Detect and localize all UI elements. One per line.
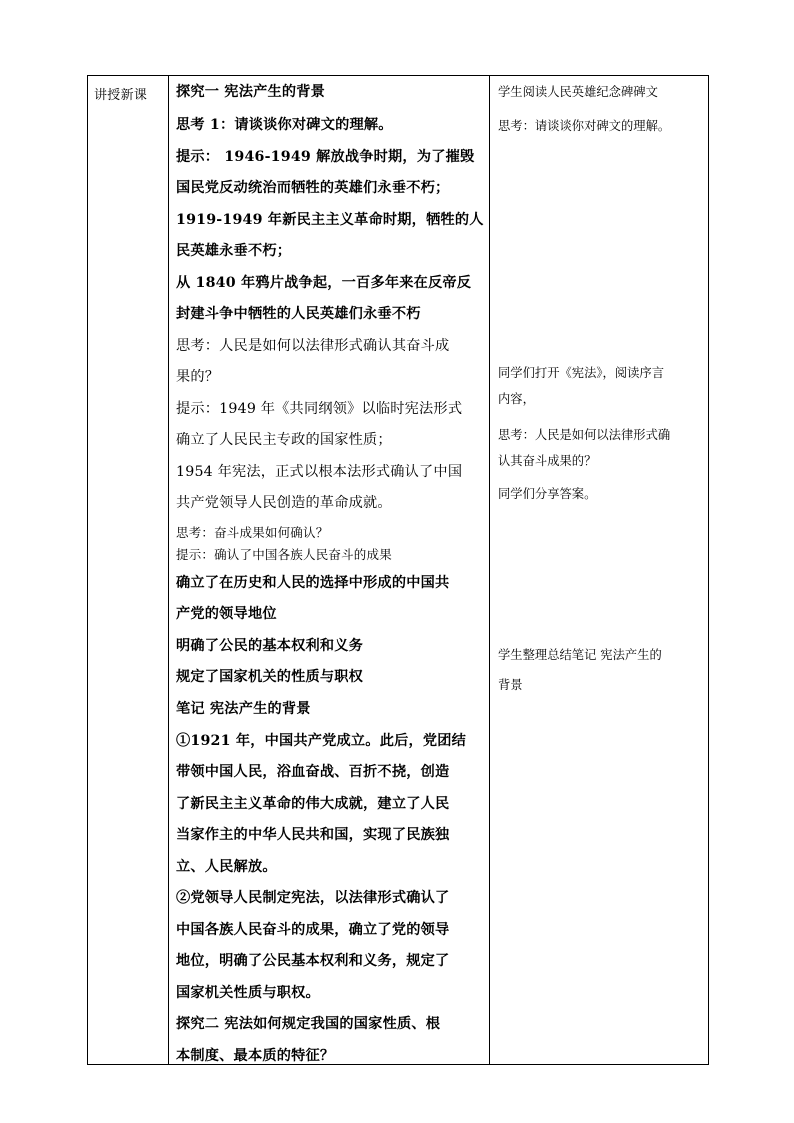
content-line: 思考：奋斗成果如何确认？ [176,525,329,540]
content-line: 果的？ [176,369,220,385]
student-activity-cell [490,76,709,1065]
content-line: 思考 1：请谈谈你对碑文的理解。 [176,117,393,133]
content-line: 1954 年宪法，正式以根本法形式确认了中国 [176,464,463,480]
content-line: 思考：人民是如何以法律形式确认其奋斗成 [176,338,450,354]
content-line: 笔记 宪法产生的背景 [176,701,311,717]
content-line: 规定了国家机关的性质与职权 [176,669,364,685]
student-activity-line: 内容， [498,392,535,406]
content-line: 探究二 宪法如何规定我国的国家性质、根 [176,1016,441,1032]
student-activity-line: 学生整理总结笔记 宪法产生的 [498,648,662,662]
content-line: 提示：确认了中国各族人民奋斗的成果 [176,547,392,562]
content-line: 确立了在历史和人民的选择中形成的中国共 [176,575,450,591]
teaching-content-cell [169,76,490,1065]
content-line: 当家作主的中华人民共和国，实现了民族独 [176,827,450,843]
content-line: 确立了人民民主专政的国家性质； [176,432,392,448]
content-line: 探究一 宪法产生的背景 [176,84,326,100]
teaching-content [169,76,489,1064]
content-line: 1919-1949 年新民主主义革命时期，牺牲的人 [176,212,484,228]
content-line: ①1921 年，中国共产党成立。此后，党团结 [176,733,467,749]
content-line: 提示： 1946-1949 解放战争时期，为了摧毁 [176,149,475,165]
content-line: 国家机关性质与职权。 [176,985,320,1001]
student-activity-line: 认其奋斗成果的？ [498,454,597,468]
content-line: 地位，明确了公民基本权利和义务，规定了 [176,953,450,969]
content-line: 从 1840 年鸦片战争起，一百多年来在反帝反 [176,275,472,291]
student-activity-line: 学生阅读人民英雄纪念碑碑文 [498,85,658,99]
student-activity [490,76,708,1064]
content-line: ②党领导人民制定宪法，以法律形式确认了 [176,890,450,906]
lesson-plan-table [87,75,709,1065]
student-activity-line: 同学们打开《宪法》，阅读序言 [498,366,665,380]
student-activity-line: 思考：人民是如何以法律形式确 [498,428,671,442]
content-line: 带领中国人民，浴血奋战、百折不挠，创造 [176,764,450,780]
student-activity-line: 同学们分享答案。 [498,487,597,501]
content-line: 产党的领导地位 [176,606,277,622]
student-activity-line: 思考：请谈谈你对碑文的理解。 [498,119,671,133]
content-line: 提示：1949 年《共同纲领》以临时宪法形式 [176,401,463,417]
content-line: 民英雄永垂不朽； [176,243,292,259]
content-line: 了新民主主义革命的伟大成就，建立了人民 [176,796,450,812]
student-activity-line: 背景 [498,678,523,692]
stage-cell [88,76,169,1065]
content-line: 中国各族人民奋斗的成果，确立了党的领导 [176,922,450,938]
content-line: 国民党反动统治而牺牲的英雄们永垂不朽； [176,180,450,196]
content-line: 封建斗争中牺牲的人民英雄们永垂不朽 [176,306,421,322]
content-line: 明确了公民的基本权利和义务 [176,638,364,654]
content-line: 立、人民解放。 [176,859,277,875]
content-line: 共产党领导人民创造的革命成就。 [176,495,392,511]
table-row [88,76,709,1065]
stage-label: 讲授新课 [94,88,148,103]
content-line: 本制度、最本质的特征？ [176,1048,335,1064]
